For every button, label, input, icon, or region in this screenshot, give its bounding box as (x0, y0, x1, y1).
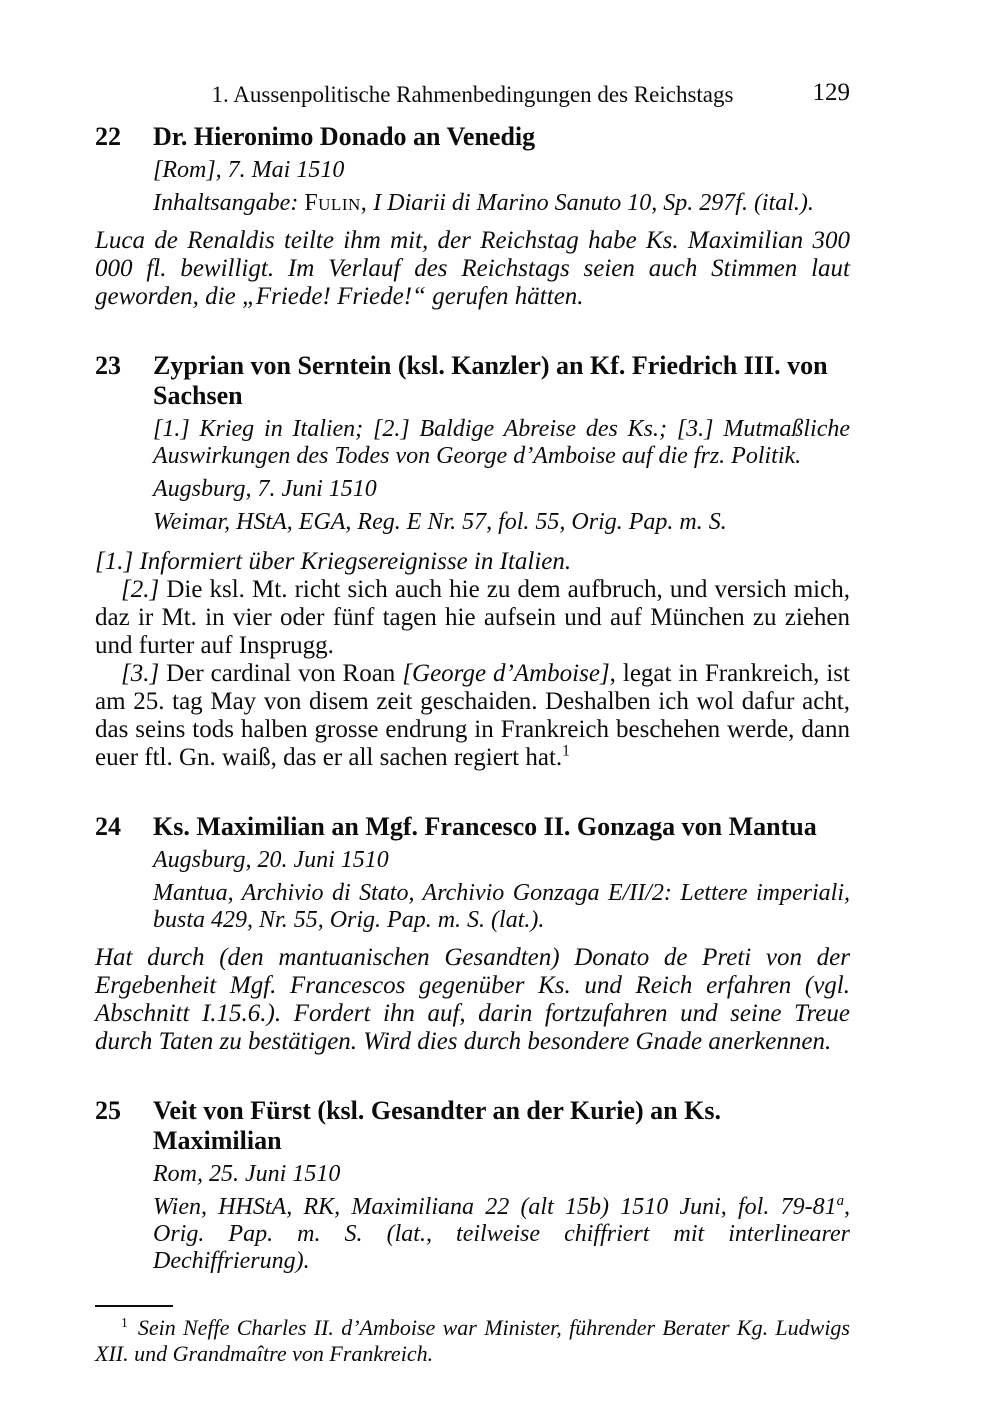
entry-heading (95, 1096, 850, 1156)
entry-heading (95, 351, 850, 411)
entry-source (153, 190, 850, 217)
source-author: Fulin, (304, 190, 368, 216)
entry-date: Rom, 25. Juni 1510 (153, 1161, 341, 1187)
entry-summary: Luca de Renaldis teilte ihm mit, der Reichstag habe Ks. Maximilian 300 000 fl. bewilligt. Im Verlauf des Reichstags seien auch Stimmen laut geworden, die „Friede! Friede!“ gerufen hätten. (95, 227, 850, 310)
running-header (95, 79, 850, 108)
archive-text: , Orig. Pap. m. S. (lat., teilweise chiffriert mit interlinearer Dechiffrierung). (153, 1194, 850, 1274)
entry-heading (95, 122, 850, 152)
paragraph-text: , legat in Frankreich, ist am 25. tag May von disem zeit geschaiden. Deshalben ich wol dafur acht, das seins tods halben grosse endrung in Frankreich beschehen werde, dann euer ftl. Gn. waiß, das er all sachen regiert hat. (95, 660, 850, 771)
section-title: 1. Aussenpolitische Rahmenbedingungen des Reichstags (211, 82, 734, 107)
paragraph-text: Die ksl. Mt. richt sich auch hie zu dem aufbruch, und versich mich, daz ir Mt. in vier oder fünf tagen hie aufsein und auf München zu ziehen und furter auf Insprugg. (95, 576, 850, 659)
entry-title: Zyprian von Serntein (ksl. Kanzler) an Kf. Friedrich III. von Sachsen (153, 351, 828, 410)
footnote-text: Sein Neffe Charles II. d’Amboise war Minister, führender Berater Kg. Ludwigs XII. und Grandmaître von Frankreich. (95, 1315, 850, 1366)
footnote-rule (95, 1305, 173, 1307)
entry-title: Dr. Hieronimo Donado an Venedig (153, 122, 536, 151)
editorial-gloss: [George d’Amboise] (402, 660, 610, 687)
paragraph-text: [1.] Informiert über Kriegsereignisse in Italien. (95, 548, 572, 575)
page-number: 129 (812, 79, 850, 106)
entry-body (95, 548, 850, 772)
entry-summary: Hat durch (den mantuanischen Gesandten) Donato de Preti von der Ergebenheit Mgf. Francescos gegenüber Ks. und Reich erfahren (vgl. Abschnitt I.15.6.). Fordert ihn auf, darin fortzufahren und seine Treue durch Taten zu bestätigen. Wird dies durch besondere Gnade anerkennen. (95, 944, 850, 1055)
entry-heading (95, 812, 850, 842)
body-paragraph-2 (95, 576, 850, 660)
entry-title: Ks. Maximilian an Mgf. Francesco II. Gonzaga von Mantua (153, 812, 817, 841)
entry-number: 22 (95, 122, 121, 151)
entry-date: Augsburg, 20. Juni 1510 (153, 847, 389, 873)
source-citation: I Diarii di Marino Sanuto 10, Sp. 297f. (ital.). (367, 190, 814, 216)
entry-number: 24 (95, 812, 121, 841)
entry-23 (95, 351, 850, 772)
entry-archive (153, 1194, 850, 1275)
source-label: Inhaltsangabe: (153, 190, 305, 216)
folio-superscript: a (836, 1193, 844, 1209)
entry-date: Augsburg, 7. Juni 1510 (153, 476, 377, 502)
body-paragraph-3 (95, 660, 850, 772)
entry-archive: Mantua, Archivio di Stato, Archivio Gonzaga E/II/2: Lettere imperiali, busta 429, Nr. 55, Orig. Pap. m. S. (lat.). (153, 880, 850, 933)
entry-number: 23 (95, 351, 121, 380)
footnote (95, 1315, 850, 1367)
entry-date: [Rom], 7. Mai 1510 (153, 157, 345, 183)
footnote-reference: 1 (562, 742, 570, 760)
paragraph-lead: [2.] (121, 576, 167, 603)
entry-number: 25 (95, 1096, 121, 1125)
entry-25 (95, 1096, 850, 1275)
body-paragraph-1 (95, 548, 850, 576)
entry-subject: [1.] Krieg in Italien; [2.] Baldige Abreise des Ks.; [3.] Mutmaßliche Auswirkungen des Todes von George d’Amboise auf die frz. Politik. (153, 416, 850, 469)
entry-22 (95, 122, 850, 311)
archive-text: Wien, HHStA, RK, Maximiliana 22 (alt 15b) 1510 Juni, fol. 79-81 (153, 1194, 837, 1220)
paragraph-text: Der cardinal von Roan (166, 660, 403, 687)
footnote-area (95, 1305, 850, 1367)
footnote-marker: 1 (121, 1314, 128, 1330)
entry-24 (95, 812, 850, 1056)
paragraph-lead: [3.] (121, 660, 167, 687)
entry-title: Veit von Fürst (ksl. Gesandter an der Kurie) an Ks. Maximilian (153, 1096, 721, 1155)
entry-archive: Weimar, HStA, EGA, Reg. E Nr. 57, fol. 55, Orig. Pap. m. S. (153, 509, 727, 535)
